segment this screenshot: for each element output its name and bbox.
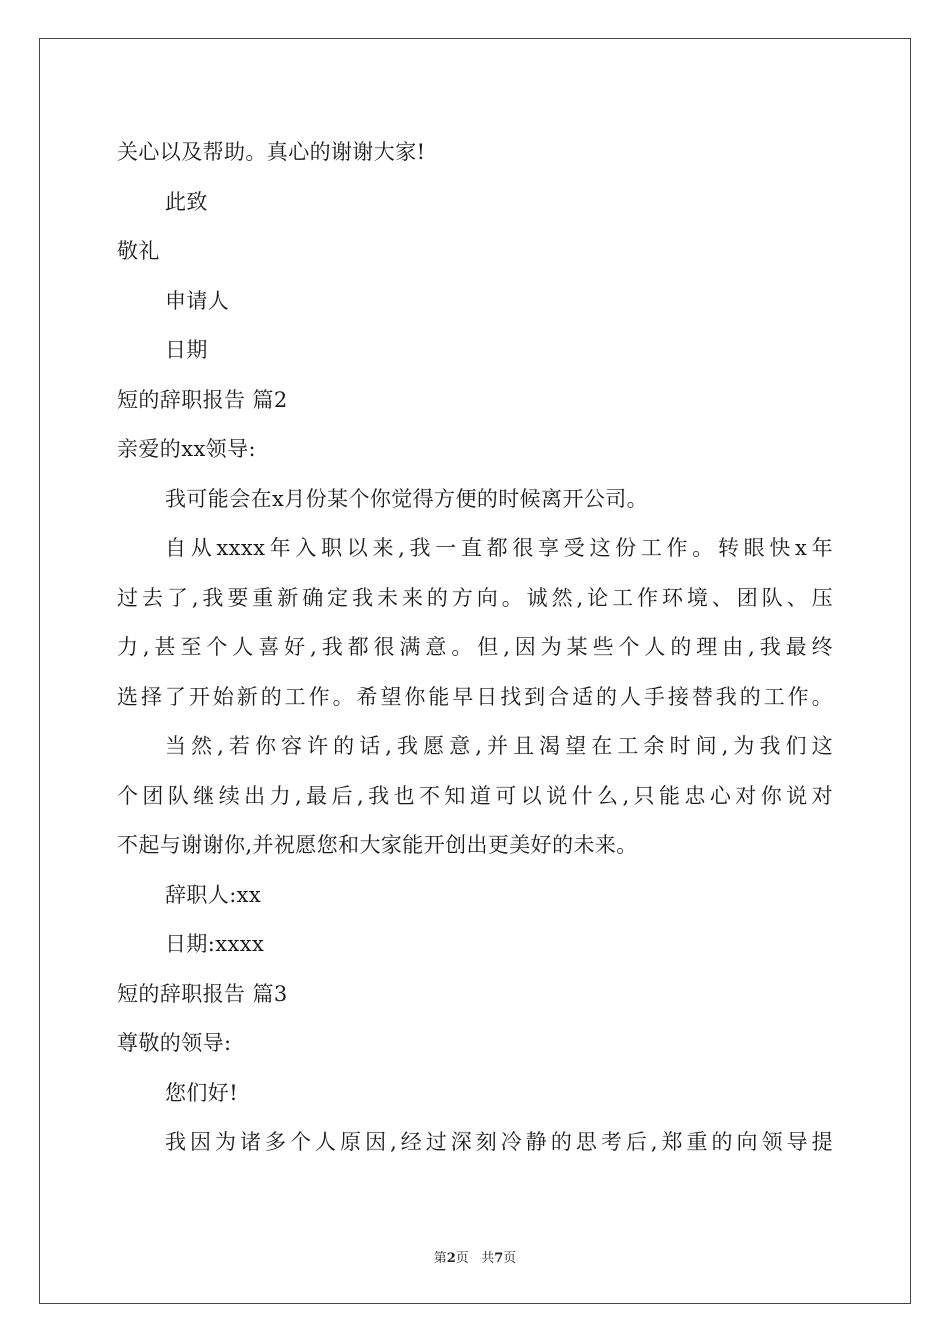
body-line: 您们好!	[165, 1080, 239, 1105]
body-line: 我因为诸多个人原因,经过深刻冷静的思考后,郑重的向领导提	[165, 1130, 833, 1154]
page-number-mid: 页 共	[455, 1251, 495, 1266]
letter-greeting: 亲爱的xx领导:	[117, 437, 256, 461]
section-heading: 短的辞职报告 篇2	[117, 387, 288, 412]
body-line: 当然,若你容许的话,我愿意,并且渴望在工余时间,为我们这	[165, 734, 833, 758]
page-number-suffix: 页	[503, 1251, 517, 1266]
body-line: 力,甚至个人喜好,我都很满意。但,因为某些个人的理由,我最终	[117, 635, 833, 659]
body-line: 不起与谢谢你,并祝愿您和大家能开创出更美好的未来。	[117, 833, 638, 857]
page-number-current: 2	[446, 1251, 456, 1266]
page-number-total: 7	[494, 1251, 504, 1266]
body-line: 选择了开始新的工作。希望你能早日找到合适的人手接替我的工作。	[117, 684, 833, 709]
signature-date: 日期	[165, 338, 208, 362]
closing-regards: 敬礼	[117, 239, 160, 263]
document-body	[117, 128, 833, 1168]
body-line: 我可能会在x月份某个你觉得方便的时候离开公司。	[165, 486, 649, 511]
signature-resigner: 辞职人:xx	[165, 882, 262, 907]
body-line: 自从xxxx年入职以来,我一直都很享受这份工作。转眼快x年	[165, 536, 833, 560]
body-line: 过去了,我要重新确定我未来的方向。诚然,论工作环境、团队、压	[117, 585, 833, 610]
body-line: 关心以及帮助。真心的谢谢大家!	[117, 140, 426, 164]
page-footer	[0, 1247, 950, 1266]
body-line: 个团队继续出力,最后,我也不知道可以说什么,只能忠心对你说对	[117, 783, 833, 808]
section-heading: 短的辞职报告 篇3	[117, 981, 288, 1006]
signature-applicant: 申请人	[165, 288, 230, 313]
closing-salutation: 此致	[165, 189, 208, 214]
page-number-prefix: 第	[433, 1251, 447, 1266]
letter-greeting: 尊敬的领导:	[117, 1031, 232, 1055]
signature-date: 日期:xxxx	[165, 932, 265, 956]
